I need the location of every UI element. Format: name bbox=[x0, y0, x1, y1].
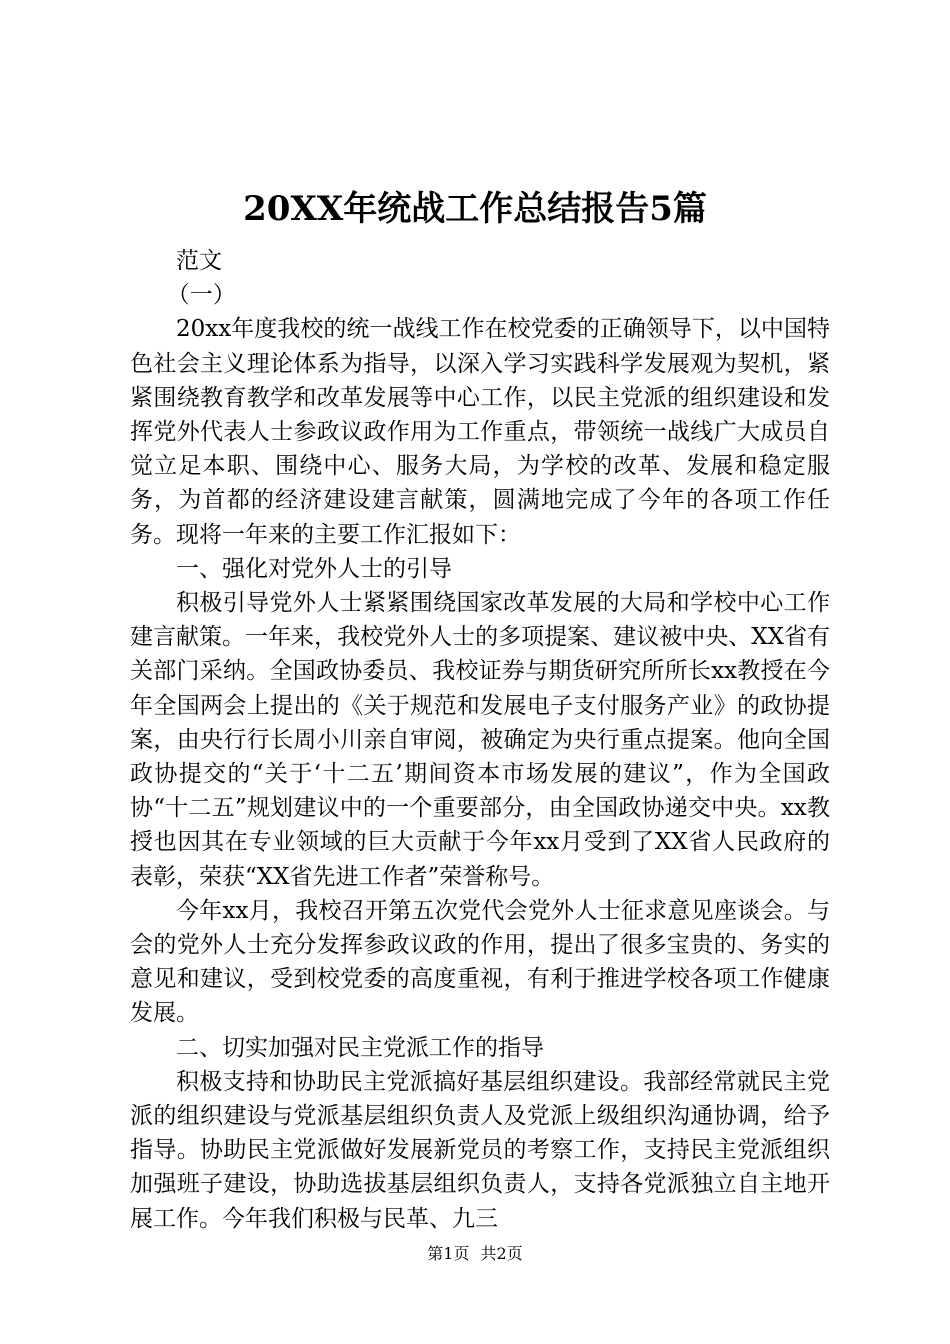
paragraph-guidance: 积极引导党外人士紧紧围绕国家改革发展的大局和学校中心工作建言献策。一年来，我校党外人士的多项提案、建议被中央、XX省有关部门采纳。全国政协委员、我校证券与期货研究所所长xx教授在今年全国两会上提出的《关于规范和发展电子支付服务产业》的政协提案，由央行行长周小川亲自审阅，被确定为央行重点提案。他向全国政协提交的“关于‘十二五’期间资本市场发展的建议”，作为全国政协“十二五”规划建议中的一个重要部分，由全国政协递交中央。xx教授也因其在专业领域的巨大贡献于今年xx月受到了XX省人民政府的表彰，荣获“XX省先进工作者”荣誉称号。 bbox=[130, 590, 830, 890]
document-body bbox=[130, 244, 830, 1236]
section-marker: （一） bbox=[166, 282, 236, 309]
paragraph-symposium: 今年xx月，我校召开第五次党代会党外人士征求意见座谈会。与会的党外人士充分发挥参政议政的作用，提出了很多宝贵的、务实的意见和建议，受到校党委的高度重视，有利于推进学校各项工作健康发展。 bbox=[130, 897, 830, 1027]
section-heading-1: 一、强化对党外人士的引导 bbox=[176, 555, 452, 582]
page-total: 共2页 bbox=[480, 1244, 523, 1263]
page-footer bbox=[0, 1243, 950, 1265]
paragraph-party-support: 积极支持和协助民主党派搞好基层组织建设。我部经常就民主党派的组织建设与党派基层组织负责人及党派上级组织沟通协调，给予指导。协助民主党派做好发展新党员的考察工作，支持民主党派组织加强班子建设，协助选拔基层组织负责人，支持各党派独立自主地开展工作。今年我们积极与民革、九三 bbox=[130, 1068, 830, 1232]
page-number: 第1页 bbox=[427, 1244, 470, 1263]
document-title: 20XX年统战工作总结报告5篇 bbox=[243, 189, 707, 229]
document-label: 范文 bbox=[176, 248, 222, 274]
section-heading-2: 二、切实加强对民主党派工作的指导 bbox=[176, 1034, 544, 1061]
paragraph-intro: 20xx年度我校的统一战线工作在校党委的正确领导下，以中国特色社会主义理论体系为指导，以深入学习实践科学发展观为契机，紧紧围绕教育教学和改革发展等中心工作，以民主党派的组织建设和发挥党外代表人士参政议政作用为工作重点，带领统一战线广大成员自觉立足本职、围绕中心、服务大局，为学校的改革、发展和稳定服务，为首都的经济建设建言献策，圆满地完成了今年的各项工作任务。现将一年来的主要工作汇报如下： bbox=[130, 316, 830, 548]
